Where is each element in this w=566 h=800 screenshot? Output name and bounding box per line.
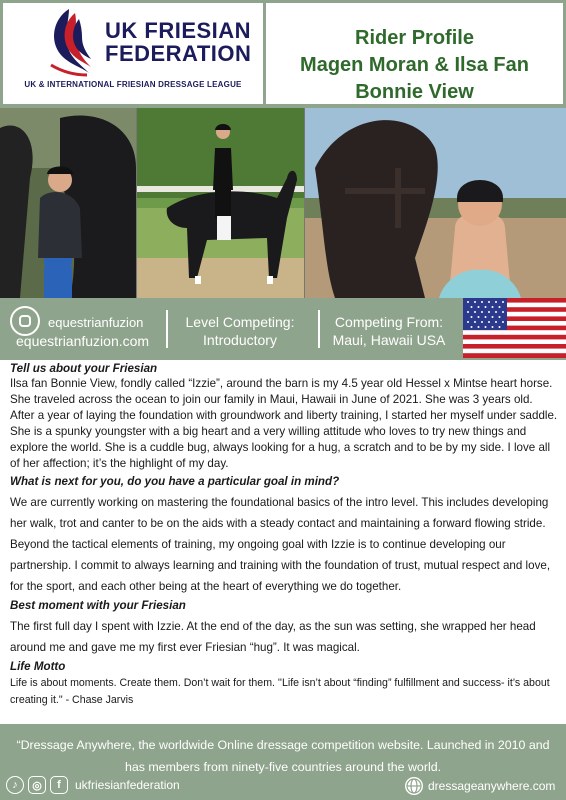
title-panel — [266, 3, 563, 104]
logo-tagline: UK & INTERNATIONAL FRIESIAN DRESSAGE LEAGUE — [24, 80, 242, 89]
divider — [318, 310, 320, 348]
footer-quote: “Dressage Anywhere, the worldwide Online dressage competition website. Launched in 2010 and has members from ninety-five countries around the world. — [16, 738, 550, 774]
footer-band — [0, 724, 566, 800]
level-label: Level Competing: — [185, 314, 295, 330]
instagram-icon[interactable] — [10, 306, 40, 336]
question-heading: Tell us about your Friesian — [10, 362, 158, 375]
instagram-icon[interactable]: ◎ — [28, 776, 46, 794]
from-value: Maui, Hawaii USA — [332, 332, 446, 348]
info-bar — [0, 298, 566, 360]
question-heading: Best moment with your Friesian — [10, 599, 186, 612]
logo-line-2: FEDERATION — [105, 41, 252, 66]
us-flag-icon — [463, 298, 566, 358]
facebook-icon[interactable]: f — [50, 776, 68, 794]
level-value: Introductory — [203, 332, 277, 348]
level-competing — [176, 313, 304, 349]
logo-wordmark — [105, 19, 251, 65]
answer-text: Ilsa fan Bonnie View, fondly called “Izzie”, around the barn is my 4.5 year old Hessel x Mintse heart horse. She traveled across the ocean to join our family in Maui, Hawaii in June of 2021. She was 3 years old. After a year of laying the foundation with groundwork and liberty training, I started her myself under saddle. She is a spunky youngster with a big heart and a very willing attitude who loves to try new things and explore the world. She is a cuddle bug, always looking for a hug, a scratch and to be by my side. I love all of her affection; it’s the highlight of my day. — [10, 377, 558, 470]
rider-website-link[interactable]: equestrianfuzion.com — [16, 333, 150, 349]
social-handle[interactable]: ukfriesianfederation — [75, 778, 180, 792]
photo-strip — [0, 108, 566, 298]
header-band — [0, 0, 566, 108]
answer-text: We are currently working on mastering the foundational basics of the intro level. This includes developing her walk, trot and canter to be on the aids with a steady contact and maintaining a forward flowing stride. Beyond the tactical elements of training, my ongoing goal with Izzie is to continue developing our partnership. I commit to always learning and training with the foundation of trust, mutual respect and love, for the sport, and each other being at the heart of everything we do together. — [10, 496, 551, 593]
competing-from — [326, 313, 452, 349]
globe-icon — [405, 777, 423, 795]
question-heading: Life Motto — [10, 660, 66, 673]
federation-emblem-icon — [39, 5, 97, 77]
page-title: Rider Profile — [355, 27, 474, 49]
photo-rider-portrait — [305, 108, 566, 298]
logo-line-1: UK FRIESIAN — [105, 18, 252, 43]
profile-body — [10, 361, 558, 709]
tiktok-icon[interactable]: ♪ — [6, 776, 24, 794]
photo-dressage-riding — [137, 108, 304, 298]
divider — [166, 310, 168, 348]
social-links — [6, 776, 180, 794]
logo-panel — [3, 3, 263, 104]
from-label: Competing From: — [334, 314, 444, 330]
answer-text: The first full day I spent with Izzie. At the end of the day, as the sun was setting, she wrapped her head around me and gave me my first ever Friesian “hug”. It was magical. — [10, 620, 536, 654]
photo-rider-with-horse — [0, 108, 136, 298]
rider-horse-names: Magen Moran & Ilsa Fan — [300, 54, 529, 76]
horse-stud-name: Bonnie View — [355, 81, 474, 103]
footer-website-link[interactable]: dressageanywhere.com — [428, 779, 556, 793]
answer-text: Life is about moments. Create them. Don’t wait for them. ''Life isn’t about “finding” fulfillment and success- it’s about creating it." - Chase Jarvis — [10, 677, 550, 706]
instagram-handle[interactable]: equestrianfuzion — [48, 315, 144, 330]
question-heading: What is next for you, do you have a particular goal in mind? — [10, 475, 340, 488]
